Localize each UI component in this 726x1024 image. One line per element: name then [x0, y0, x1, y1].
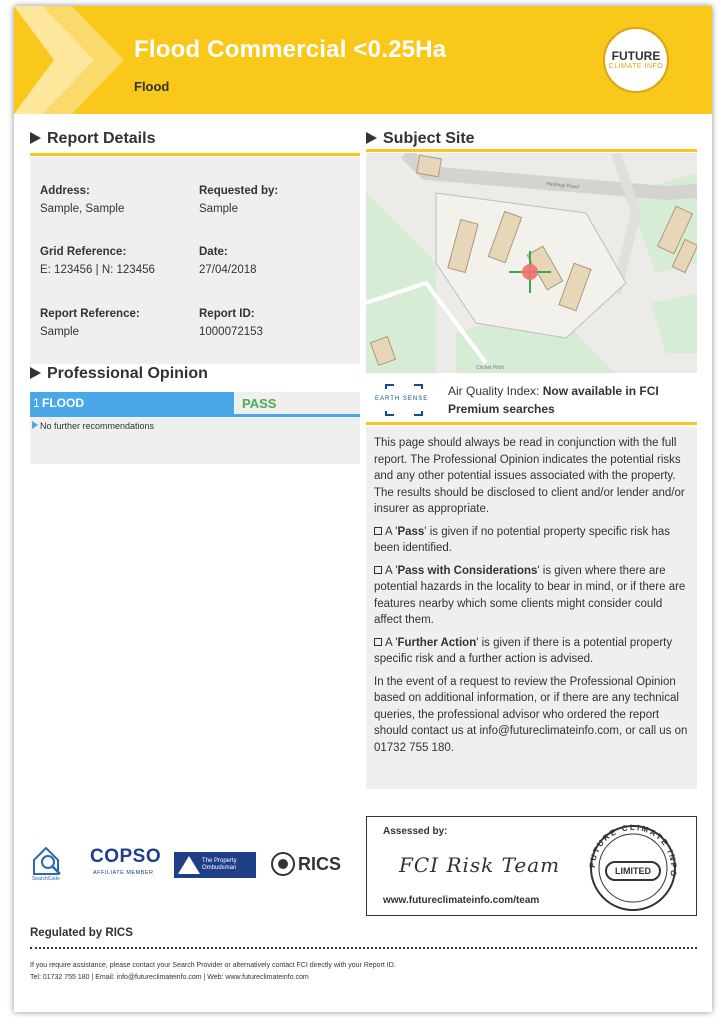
address-field [40, 185, 124, 215]
report-reference-label: Report Reference: [40, 308, 140, 320]
rics-badge: RICS [270, 850, 354, 878]
checkbox-bullet-icon [374, 527, 382, 535]
air-quality-rule [366, 422, 697, 425]
regulated-by-text: Regulated by RICS [30, 927, 133, 939]
footer-contact-text: Tel: 01732 755 180 | Email: info@futureclimateinfo.com | Web: www.futureclimateinfo.com [30, 974, 309, 981]
requested-by-label: Requested by: [199, 185, 279, 197]
triangle-bullet-icon [30, 132, 41, 144]
report-details-panel [30, 157, 360, 364]
opinion-note: No further recommendations [32, 421, 154, 431]
grid-reference-label: Grid Reference: [40, 246, 127, 258]
address-label: Address: [40, 185, 90, 197]
opinion-category-bar [30, 392, 234, 414]
earth-sense-text: EARTH SENSE [375, 396, 429, 402]
opinion-result-pass: PASS [242, 396, 277, 411]
report-details-rule [30, 153, 360, 156]
subject-site-map[interactable] [366, 153, 697, 373]
professional-opinion-panel [30, 392, 360, 464]
svg-text:Hastings Road: Hastings Road [545, 181, 580, 191]
opinion-bar-line [30, 414, 360, 417]
checkbox-bullet-icon [374, 638, 382, 646]
stamp-center-text: LIMITED [605, 861, 661, 881]
team-url-link[interactable]: www.futureclimateinfo.com/team [383, 895, 540, 906]
copso-badge: COPSO AFFILIATE MEMBER [90, 846, 162, 876]
guidance-panel [366, 427, 697, 789]
address-value: Sample, Sample [40, 203, 125, 215]
air-quality-value: Now available in FCI Premium searches [448, 384, 659, 416]
footer-divider [30, 947, 697, 949]
opinion-number: 1 [33, 396, 40, 410]
grid-reference-value: E: 123456 | N: 123456 [40, 264, 155, 276]
report-title: Flood Commercial <0.25Ha [134, 36, 447, 63]
date-value: 27/04/2018 [199, 264, 257, 276]
report-id-field [199, 308, 263, 338]
logo-main-text: FUTURE [611, 49, 661, 63]
grid-reference-field [40, 246, 155, 276]
pass-with-considerations-definition: A 'Pass with Considerations' is given where there are potential hazards in the locality to bear in mind, or if there are features nearby which some clients might consider could affect them. [374, 564, 686, 626]
footer-assistance-text: If you require assistance, please contact your Search Provider or alternatively contact FCI directly with your Report ID. [30, 962, 396, 969]
subject-site-rule [366, 149, 697, 152]
report-id-value: 1000072153 [199, 326, 263, 338]
svg-text:FUTURE CLIMATE INFO: FUTURE CLIMATE INFO [588, 823, 678, 879]
checkbox-bullet-icon [374, 566, 382, 574]
header-chevron-graphic [14, 6, 124, 114]
review-contact-text: In the event of a request to review the Professional Opinion based on additional information, or if there are any technical queries, the professional advisor who ordered the report should contact us at info@futureclimateinfo.com, or call us on 01732 755 180. [374, 675, 688, 754]
future-climate-info-logo [603, 27, 669, 93]
note-bullet-icon [32, 421, 38, 429]
air-quality-label: Air Quality Index: [448, 384, 540, 398]
assessed-by-label: Assessed by: [383, 826, 448, 837]
logo-sub-text: CLIMATE INFO [608, 63, 664, 70]
guidance-intro: This page should always be read in conjunction with the full report. The Professional Opinion indicates the potential risks and any other potential issues associated with the property. The results should be disclosed to client and/or lender and/or insurer as appropriate. [374, 437, 685, 515]
professional-opinion-heading: Professional Opinion [30, 365, 208, 383]
report-subtitle: Flood [134, 79, 170, 94]
subject-site-heading: Subject Site [366, 130, 475, 148]
report-page [14, 6, 712, 1012]
search-code-badge: SearchCode [30, 842, 70, 882]
signature: FCI Risk Team [399, 853, 561, 877]
requested-by-value: Sample [199, 203, 238, 215]
report-reference-value: Sample [40, 326, 79, 338]
svg-text:Cricket Pitch: Cricket Pitch [476, 365, 505, 371]
report-reference-field [40, 308, 140, 338]
triangle-bullet-icon [30, 367, 41, 379]
opinion-category: FLOOD [42, 396, 84, 410]
earth-sense-logo [372, 383, 436, 417]
triangle-bullet-icon [366, 132, 377, 144]
rics-emblem-icon [270, 850, 296, 878]
report-header [14, 6, 712, 114]
property-ombudsman-badge: The Property Ombudsman [174, 852, 256, 878]
report-details-heading: Report Details [30, 130, 155, 148]
air-quality-text [448, 382, 693, 418]
further-action-definition: A 'Further Action' is given if there is a potential property specific risk and a further action is advised. [374, 636, 673, 665]
air-quality-banner [366, 378, 697, 422]
date-field [199, 246, 257, 276]
report-id-label: Report ID: [199, 308, 255, 320]
requested-by-field [199, 185, 278, 215]
date-label: Date: [199, 246, 228, 258]
pass-definition: A 'Pass' is given if no potential property specific risk has been identified. [374, 525, 671, 554]
site-map-image [366, 153, 697, 373]
